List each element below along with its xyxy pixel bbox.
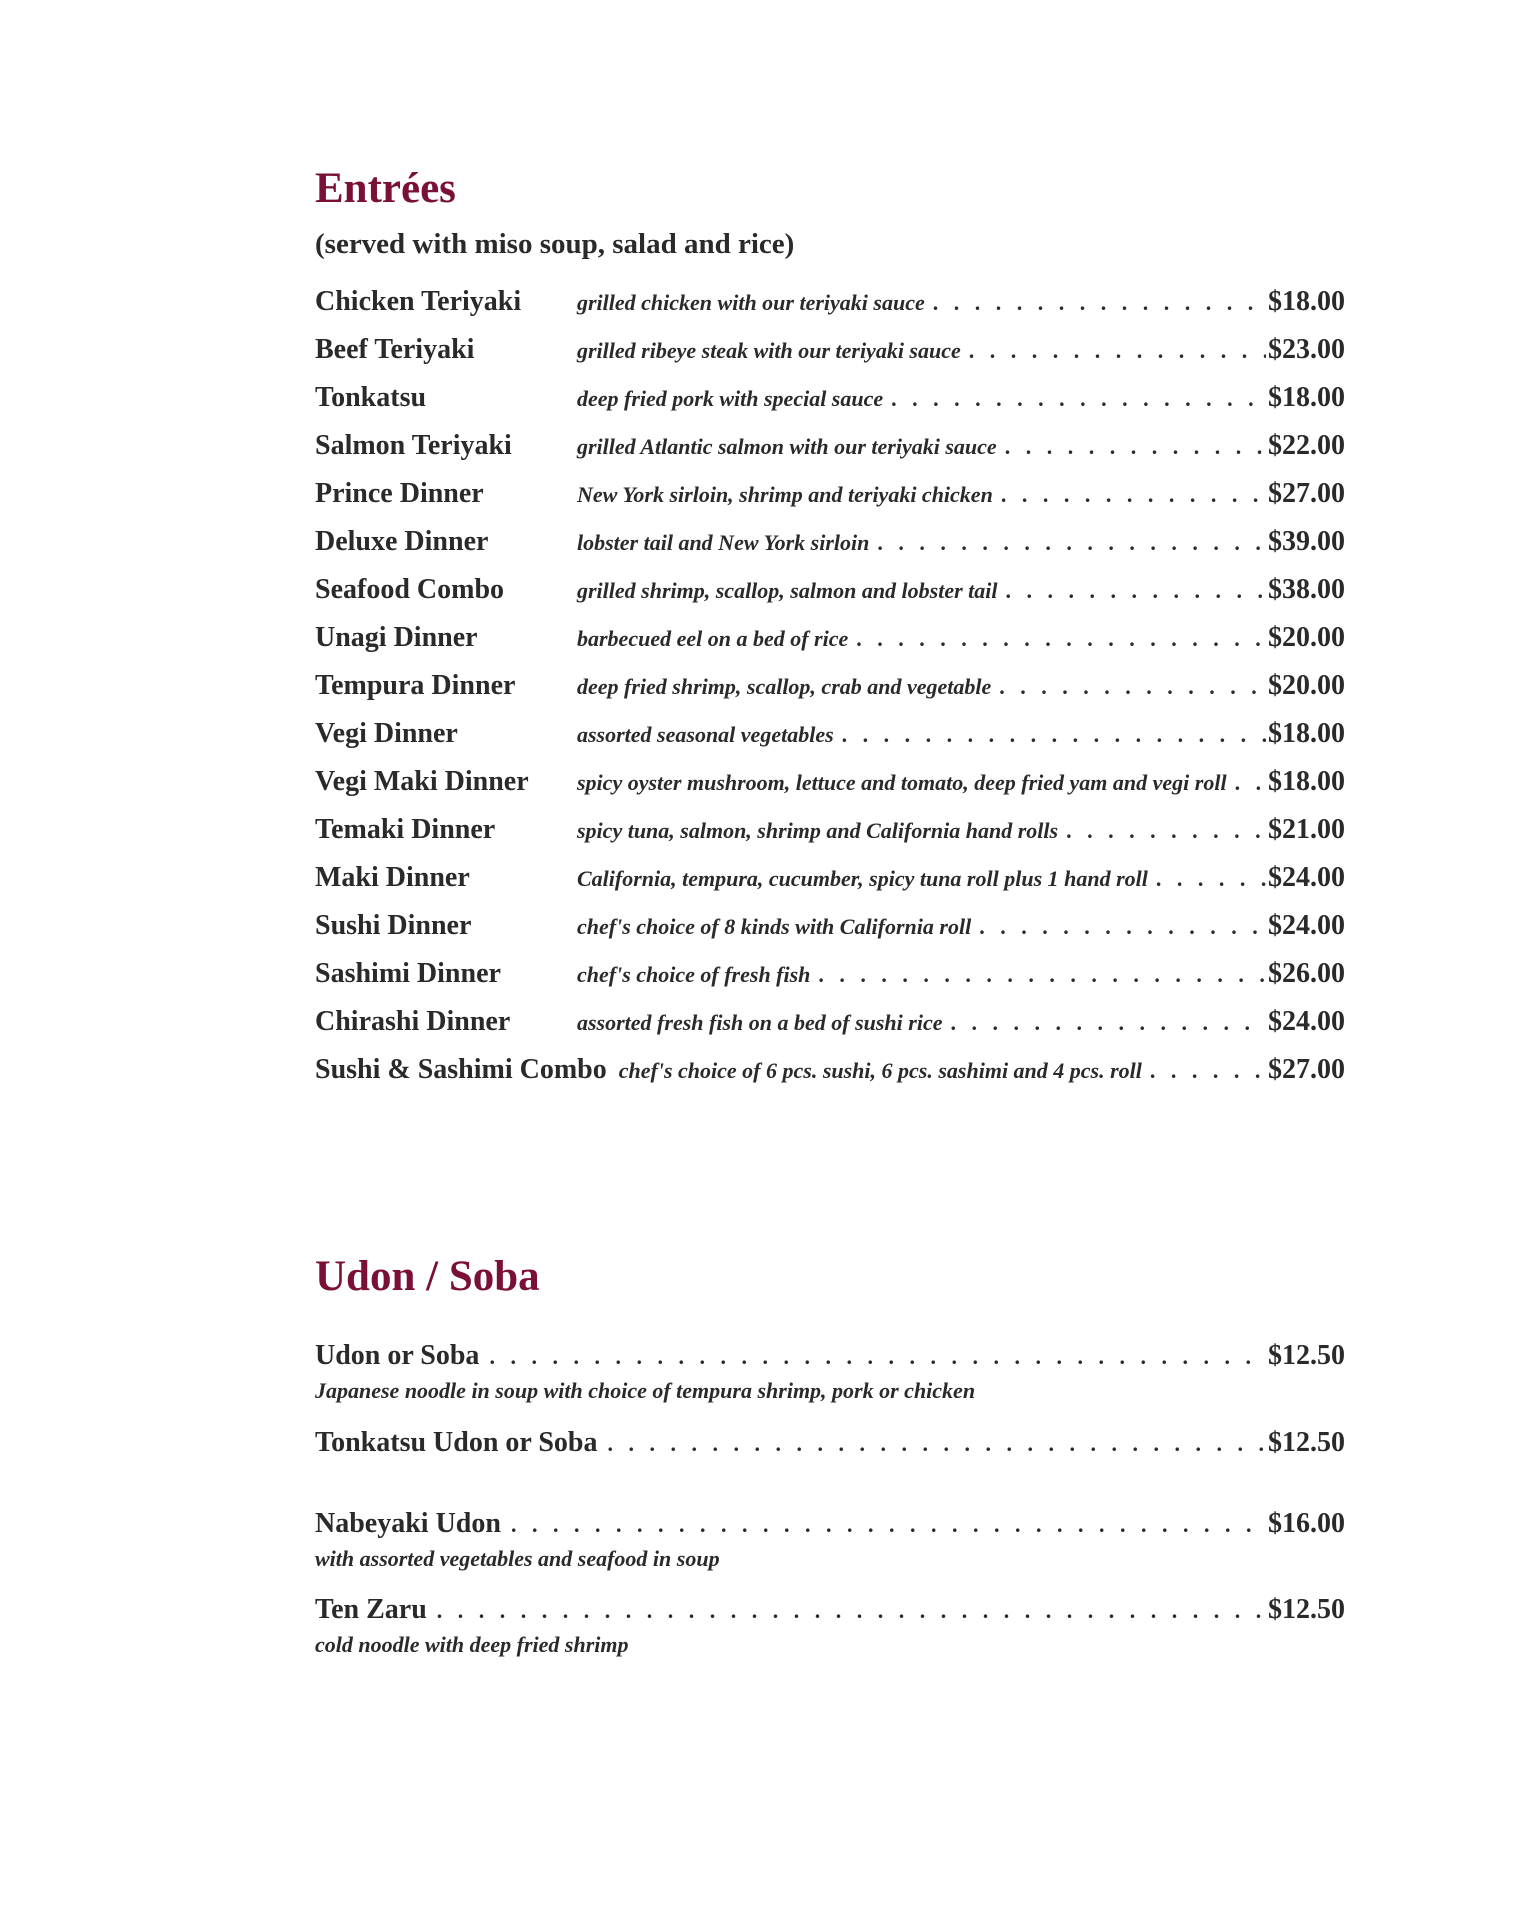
item-description: chef's choice of 8 kinds with California roll: [577, 914, 972, 939]
menu-item: [315, 334, 1345, 382]
item-description: Japanese noodle in soup with choice of tempura shrimp, pork or chicken: [315, 1378, 976, 1403]
item-price: $16.00: [1268, 1508, 1345, 1539]
menu-item: [315, 430, 1345, 478]
item-price: $22.00: [1268, 430, 1345, 461]
dot-leader: [842, 722, 1266, 748]
menu-item: [315, 526, 1345, 574]
menu-item: [315, 574, 1345, 622]
item-description: spicy tuna, salmon, shrimp and California hand rolls: [577, 818, 1059, 843]
item-description: grilled ribeye steak with our teriyaki sauce: [577, 338, 961, 363]
item-line: [315, 1427, 1345, 1459]
item-price: $12.50: [1268, 1427, 1345, 1458]
item-name: Vegi Dinner: [315, 718, 458, 749]
item-name: Prince Dinner: [315, 478, 484, 509]
item-description: deep fried shrimp, scallop, crab and vegetable: [577, 674, 992, 699]
dot-leader: [891, 386, 1266, 412]
menu-item: [315, 1054, 1345, 1102]
udon-soba-heading: Udon / Soba: [315, 1253, 540, 1300]
item-price: $27.00: [1268, 1054, 1345, 1085]
item-price: $39.00: [1268, 526, 1345, 557]
item-name: Tonkatsu: [315, 382, 427, 413]
item-name: Unagi Dinner: [315, 622, 478, 653]
menu-item: [315, 382, 1345, 430]
menu-item: [315, 1427, 1345, 1459]
menu-item: [315, 766, 1345, 814]
dot-leader: [1001, 482, 1266, 508]
item-description: barbecued eel on a bed of rice: [577, 626, 849, 651]
menu-item: [315, 478, 1345, 526]
item-description: cold noodle with deep fried shrimp: [315, 1632, 629, 1657]
item-name: Beef Teriyaki: [315, 334, 475, 365]
item-description: grilled shrimp, scallop, salmon and lobster tail: [577, 578, 998, 603]
dot-leader: [950, 1010, 1266, 1036]
item-description: lobster tail and New York sirloin: [577, 530, 870, 555]
item-description: assorted fresh fish on a bed of sushi rice: [577, 1010, 943, 1035]
dot-leader: [1005, 434, 1266, 460]
item-price: $12.50: [1268, 1594, 1345, 1625]
item-name: Chicken Teriyaki: [315, 286, 522, 317]
item-price: $18.00: [1268, 286, 1345, 317]
menu-item: [315, 718, 1345, 766]
item-price: $12.50: [1268, 1340, 1345, 1371]
item-name: Vegi Maki Dinner: [315, 766, 529, 797]
item-name: Tonkatsu Udon or Soba: [315, 1427, 598, 1458]
dot-leader: [1006, 578, 1266, 604]
menu-item: [315, 814, 1345, 862]
item-price: $27.00: [1268, 478, 1345, 509]
item-name: Sushi Dinner: [315, 910, 472, 941]
item-price: $20.00: [1268, 622, 1345, 653]
dot-leader: [511, 1512, 1266, 1538]
dot-leader: [818, 962, 1266, 988]
entrees-subtitle: (served with miso soup, salad and rice): [315, 228, 795, 260]
dot-leader: [933, 290, 1266, 316]
item-name: Deluxe Dinner: [315, 526, 489, 557]
item-name: Nabeyaki Udon: [315, 1508, 501, 1539]
dot-leader: [969, 338, 1266, 364]
entrees-list: [315, 286, 1345, 1102]
item-price: $24.00: [1268, 1006, 1345, 1037]
dot-leader: [1156, 866, 1266, 892]
dot-leader: [1150, 1058, 1266, 1084]
item-description: chef's choice of fresh fish: [577, 962, 811, 987]
item-line: [315, 1340, 1345, 1372]
item-description: assorted seasonal vegetables: [577, 722, 834, 747]
dot-leader: [437, 1598, 1266, 1624]
menu-item: [315, 1508, 1345, 1572]
dot-leader: [1235, 770, 1266, 796]
item-price: $24.00: [1268, 862, 1345, 893]
menu-item: [315, 1340, 1345, 1404]
item-price: $21.00: [1268, 814, 1345, 845]
item-name: Temaki Dinner: [315, 814, 496, 845]
menu-item: [315, 910, 1345, 958]
menu-item: [315, 862, 1345, 910]
menu-item: [315, 622, 1345, 670]
item-price: $18.00: [1268, 718, 1345, 749]
item-price: $18.00: [1268, 766, 1345, 797]
item-description: grilled chicken with our teriyaki sauce: [577, 290, 925, 315]
item-name: Tempura Dinner: [315, 670, 516, 701]
item-name: Maki Dinner: [315, 862, 470, 893]
item-name: Sushi & Sashimi Combo: [315, 1054, 607, 1085]
item-price: $26.00: [1268, 958, 1345, 989]
item-name: Chirashi Dinner: [315, 1006, 511, 1037]
item-description: grilled Atlantic salmon with our teriyaki sauce: [577, 434, 997, 459]
item-price: $18.00: [1268, 382, 1345, 413]
dot-leader: [877, 530, 1266, 556]
entrees-heading: Entrées: [315, 165, 456, 212]
menu-item: [315, 1006, 1345, 1054]
item-name: Ten Zaru: [315, 1594, 427, 1625]
item-line: [315, 1508, 1345, 1540]
item-price: $20.00: [1268, 670, 1345, 701]
item-price: $23.00: [1268, 334, 1345, 365]
item-price: $38.00: [1268, 574, 1345, 605]
dot-leader: [999, 674, 1266, 700]
item-description: spicy oyster mushroom, lettuce and tomato, deep fried yam and vegi roll: [577, 770, 1227, 795]
item-description: chef's choice of 6 pcs. sushi, 6 pcs. sashimi and 4 pcs. roll: [618, 1058, 1142, 1083]
menu-item: [315, 958, 1345, 1006]
menu-item: [315, 1594, 1345, 1658]
item-name: Seafood Combo: [315, 574, 505, 605]
item-name: Udon or Soba: [315, 1340, 480, 1371]
dot-leader: [607, 1431, 1266, 1457]
item-price: $24.00: [1268, 910, 1345, 941]
item-line: [315, 1594, 1345, 1626]
item-description: deep fried pork with special sauce: [577, 386, 884, 411]
item-name: Salmon Teriyaki: [315, 430, 512, 461]
dot-leader: [489, 1344, 1266, 1370]
item-description: California, tempura, cucumber, spicy tuna roll plus 1 hand roll: [577, 866, 1148, 891]
item-description: New York sirloin, shrimp and teriyaki chicken: [577, 482, 993, 507]
dot-leader: [979, 914, 1266, 940]
dot-leader: [1066, 818, 1266, 844]
dot-leader: [856, 626, 1266, 652]
menu-item: [315, 670, 1345, 718]
item-name: Sashimi Dinner: [315, 958, 501, 989]
item-description: with assorted vegetables and seafood in soup: [315, 1546, 720, 1571]
menu-item: [315, 286, 1345, 334]
